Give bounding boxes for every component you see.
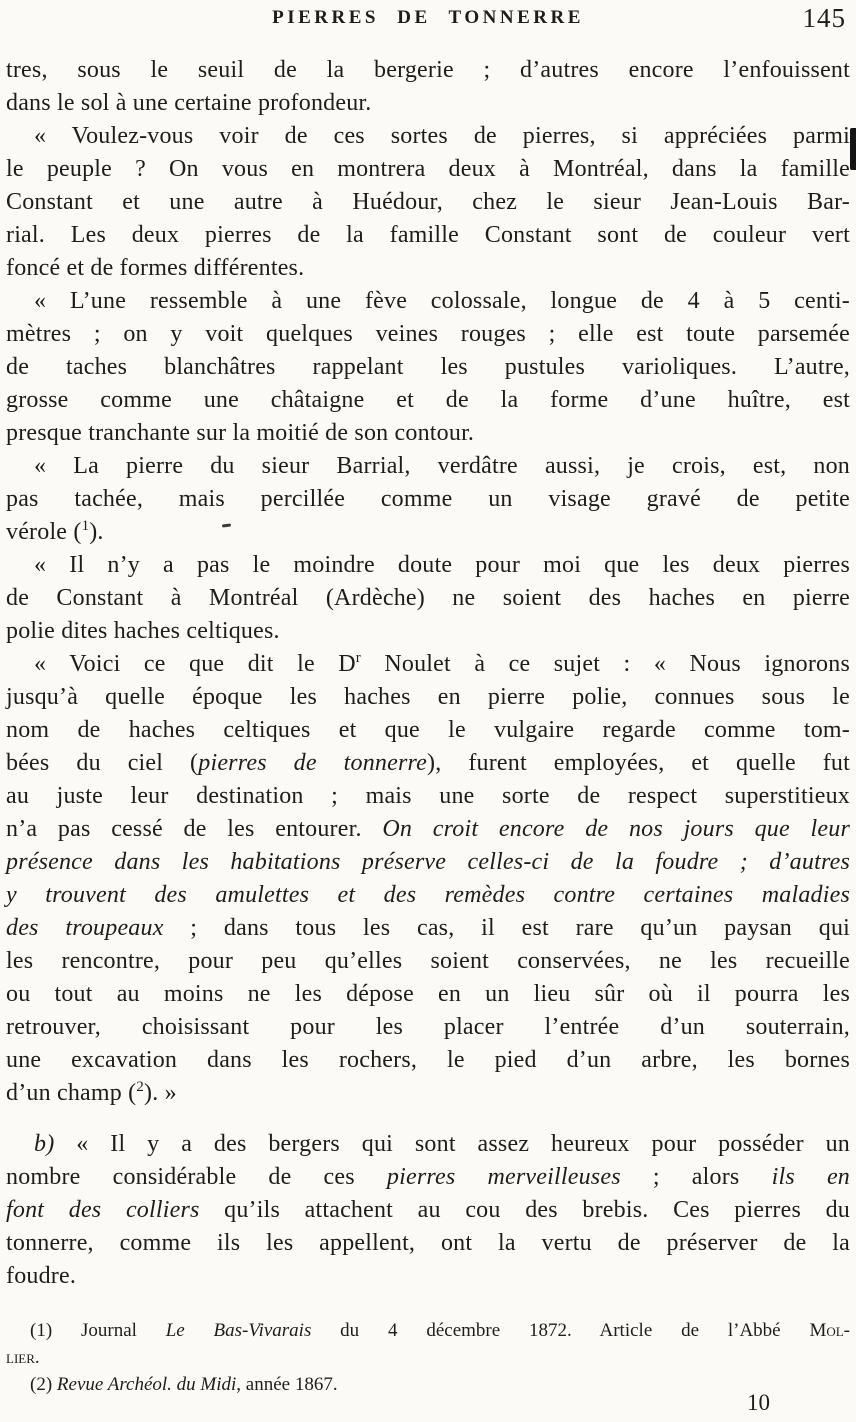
text-line [6,1011,850,1044]
text-line [6,582,850,615]
text-segment: ; alors [620,1164,772,1190]
text-segment: (1) Journal [30,1320,166,1341]
text-segment: foncé et de formes différentes. [6,255,305,281]
text-segment: jusqu’à quelle époque les haches en pierre polie, connues sous le [6,684,850,710]
text-segment: d’un champ ( [6,1080,137,1106]
page-number: 145 [802,3,846,33]
text-line [6,153,850,186]
text-line [6,1344,850,1371]
text-line [6,978,850,1011]
text-segment: ), furent employées, et quelle fut [427,750,850,776]
text-segment: « Il y a des bergers qui sont assez heureux pour posséder un [54,1131,850,1157]
text-line [6,1227,850,1260]
text-line [6,945,850,978]
footnotes [6,1317,850,1398]
text-segment: (2) [30,1374,57,1395]
text-segment: polie dites haches celtiques. [6,618,280,644]
text-segment: du 4 décembre 1872. Article de l’Abbé [311,1320,810,1341]
text-segment: qu’ils attachent au cou des brebis. Ces pierres du [199,1197,850,1223]
text-segment: ou tout au moins ne les dépose en un lieu sûr où il pourra les [6,981,850,1007]
footnote [6,1317,850,1371]
scan-edge-mark [850,128,856,170]
text-segment: le peuple ? On vous en montrera deux à Montréal, dans la famille [6,156,850,182]
text-segment: pierres merveilleuses [386,1164,621,1190]
paragraph [6,549,850,648]
text-segment: pas tachée, mais percillée comme un visage gravé de petite [6,486,850,512]
footnote [6,1371,850,1398]
text-segment: de Constant à Montréal (Ardèche) ne soient des haches en pierre [6,585,850,611]
text-line [6,54,850,87]
paragraph [6,648,850,1110]
text-segment: tres, sous le seuil de la bergerie ; d’autres encore l’enfouissent [6,57,850,83]
text-segment: vérole ( [6,519,82,545]
text-segment: ). [89,519,104,545]
text-line [6,252,850,285]
text-segment: « La pierre du sieur Barrial, verdâtre aussi, je crois, est, non [34,453,850,479]
text-segment: r [355,650,361,666]
text-segment: y trouvent des amulettes et des remèdes contre certaines maladies [6,882,850,908]
text-line [6,912,850,945]
text-segment: ). » [144,1080,177,1106]
text-segment: bées du ciel ( [6,750,199,776]
text-segment: Constant et une autre à Huédour, chez le sieur Jean-Louis Bar- [6,189,850,215]
text-segment: n’a pas cessé de les entourer. [6,816,383,842]
text-segment: On croit encore de nos jours que leur [382,816,851,842]
text-segment: une excavation dans les rochers, le pied d’un arbre, les bornes [6,1047,850,1073]
text-line [6,120,850,153]
text-segment: ils en [771,1164,851,1190]
text-segment: presque tranchante sur la moitié de son contour. [6,420,475,446]
text-line [6,483,850,516]
text-line [6,648,850,681]
text-line [6,1077,850,1110]
text-line [6,417,850,450]
text-line [6,714,850,747]
page-body [6,54,850,1293]
text-line [6,879,850,912]
paragraph [6,285,850,450]
text-line [6,186,850,219]
text-line [6,846,850,879]
text-segment: foudre. [6,1263,77,1289]
text-segment: « L’une ressemble à une fève colossale, longue de 4 à 5 centi- [34,288,850,314]
text-segment: Mol- [809,1320,850,1341]
text-segment: Revue Archéol. du Midi [56,1374,237,1395]
text-line [6,615,850,648]
text-line [6,1194,850,1227]
text-segment: « Il n’y a pas le moindre doute pour moi que les deux pierres [34,552,850,578]
text-line [6,1317,850,1344]
text-segment: de taches blanchâtres rappelant les pustules varioliques. L’autre, [6,354,850,380]
text-segment: Noulet à ce sujet : « Nous ignorons [360,651,850,677]
text-segment: , année 1867. [236,1374,338,1395]
text-segment: rial. Les deux pierres de la famille Constant sont de couleur vert [6,222,850,248]
text-line [6,219,850,252]
text-segment: présence dans les habitations préserve celles-ci de la foudre ; d’autres [6,849,850,875]
text-line [6,1161,850,1194]
text-segment: dans le sol à une certaine profondeur. [6,90,372,116]
text-line [6,1044,850,1077]
text-segment: au juste leur destination ; mais une sorte de respect superstitieux [6,783,850,809]
signature-mark: 10 [747,1390,770,1415]
paragraph [6,120,850,285]
text-line [6,450,850,483]
text-segment: b) [34,1131,55,1157]
text-line [6,318,850,351]
text-segment: grosse comme une châtaigne et de la forme d’une huître, est [6,387,850,413]
text-line [6,285,850,318]
text-line [6,87,850,120]
text-segment: pierres de tonnerre [198,750,428,776]
text-segment: les rencontre, pour peu qu’elles soient conservées, ne les recueille [6,948,850,974]
text-segment: Le Bas-Vivarais [165,1320,312,1341]
text-segment: mètres ; on y voit quelques veines rouges ; elle est toute parsemée [6,321,850,347]
text-line [6,384,850,417]
paragraph [6,1128,850,1293]
text-segment: « Voulez-vous voir de ces sortes de pierres, si appréciées parmi [34,123,850,149]
text-segment: tonnerre, comme ils les appellent, ont la vertu de préserver de la [6,1230,850,1256]
text-line [6,813,850,846]
text-segment: 1 [81,518,90,534]
text-segment: « Voici ce que dit le D [34,651,356,677]
text-line [6,1260,850,1293]
text-line [6,681,850,714]
text-segment: nombre considérable de ces [6,1164,387,1190]
text-line [6,549,850,582]
text-line [6,1371,850,1398]
running-title: PIERRES DE TONNERRE [272,7,584,28]
text-line [6,747,850,780]
text-line [6,351,850,384]
page-header [6,3,850,41]
text-line [6,1128,850,1161]
text-line [6,516,850,549]
text-segment: font des colliers [6,1197,200,1223]
text-segment: 2 [136,1079,144,1095]
text-segment: lier. [6,1347,40,1368]
text-segment: nom de haches celtiques et que le vulgaire regarde comme tom- [6,717,850,743]
text-line [6,780,850,813]
text-segment: ; dans tous les cas, il est rare qu’un paysan qui [163,915,851,941]
text-segment: retrouver, choisissant pour les placer l’entrée d’un souterrain, [6,1014,850,1040]
text-segment: des troupeaux [6,915,164,941]
paragraph [6,54,850,120]
paragraph [6,450,850,549]
